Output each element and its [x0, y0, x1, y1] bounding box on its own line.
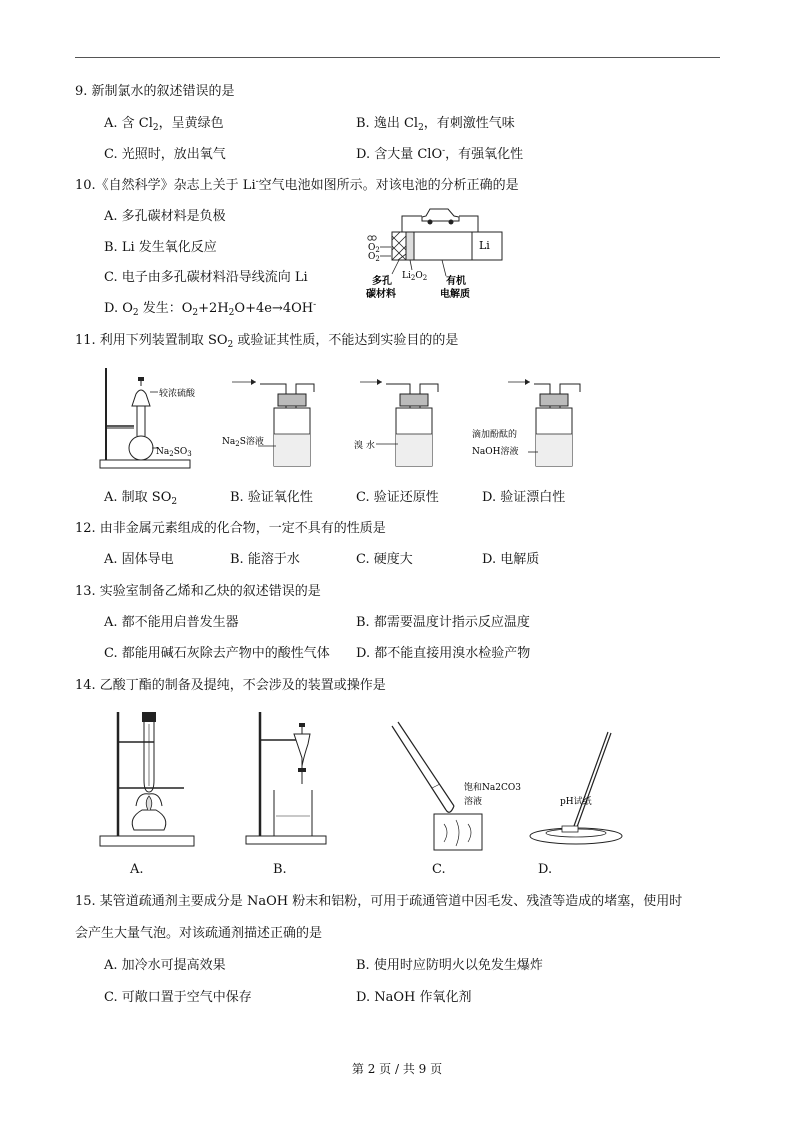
q15-option-d: D. NaOH 作氧化剂	[356, 990, 472, 1005]
test-tube-wash-apparatus	[392, 722, 521, 850]
q15-stem-line-2: 会产生大量气泡。对该疏通剂描述正确的是	[75, 926, 323, 941]
saturated-na2co3-label-1: 饱和Na2CO3	[464, 783, 521, 793]
q10-stem: 10.《自然科学》杂志上关于 Li-空气电池如图所示。对该电池的分析正确的是	[75, 177, 519, 193]
q15-option-a: A. 加冷水可提高效果	[104, 958, 226, 973]
electrolyte-label-2: 电解质	[440, 289, 470, 300]
electrolyte-label-1: 有机	[446, 276, 466, 287]
gas-washing-bottle-b	[222, 379, 314, 466]
q14-label-c: C.	[432, 862, 446, 877]
q11-option-d: D. 验证漂白性	[482, 490, 566, 505]
q15-option-b: B. 使用时应防明火以免发生爆炸	[356, 958, 543, 973]
na2so3-label: $Na_2SO_3$	[156, 447, 192, 458]
bromine-water-label: 溴 水	[354, 441, 375, 451]
car-icon	[422, 209, 459, 225]
phenolphthalein-label-1: 滴加酚酞的	[472, 430, 518, 440]
q14-apparatus-figure	[98, 706, 638, 856]
q11-option-a: A. 制取 $SO_2$	[104, 490, 178, 507]
q9-option-b: B. 逸出 $Cl_2$，有刺激性气味	[356, 116, 515, 133]
q12-option-c: C. 硬度大	[356, 552, 413, 567]
q11-option-b: B. 验证氧化性	[230, 490, 313, 505]
o2-label-2: $O_2$	[368, 252, 380, 263]
porous-carbon-label-1: 多孔	[372, 276, 392, 287]
q13-option-a: A. 都不能用启普发生器	[104, 615, 239, 630]
q10-option-a: A. 多孔碳材料是负极	[104, 209, 226, 224]
ph-test-apparatus	[530, 732, 622, 844]
na2s-solution-label: $Na_2S$溶液	[222, 437, 264, 448]
ph-paper-label: pH试纸	[560, 797, 592, 807]
q15-option-c: C. 可敞口置于空气中保存	[104, 990, 252, 1005]
q9-option-d: D. 含大量 ClO-，有强氧化性	[356, 146, 524, 162]
so2-generator-apparatus	[100, 368, 196, 468]
q14-label-b: B.	[273, 862, 287, 877]
q12-option-d: D. 电解质	[482, 552, 540, 567]
q9-stem: 9. 新制氯水的叙述错误的是	[75, 84, 235, 99]
q15-stem-line-1: 15. 某管道疏通剂主要成分是 NaOH 粉末和铝粉，可用于疏通管道中因毛发、残渣等造成的堵塞，使用时	[75, 894, 683, 909]
q11-apparatus-figure	[98, 362, 618, 474]
o2-molecules-icon	[368, 236, 376, 240]
q10-option-c: C. 电子由多孔碳材料沿导线流向 Li	[104, 270, 308, 285]
q12-stem: 12. 由非金属元素组成的化合物，一定不具有的性质是	[75, 521, 386, 536]
q13-stem: 13. 实验室制备乙烯和乙炔的叙述错误的是	[75, 584, 321, 599]
q12-option-b: B. 能溶于水	[230, 552, 300, 567]
q13-option-c: C. 都能用碱石灰除去产物中的酸性气体	[104, 646, 330, 661]
q14-label-d: D.	[538, 862, 553, 877]
separatory-funnel-apparatus	[246, 712, 326, 844]
q10-option-d: D. $O_2$ 发生：$O_2+2H_2O+4e\to 4OH^-$	[104, 300, 317, 318]
q14-label-a: A.	[130, 862, 144, 877]
q11-stem: 11. 利用下列装置制取 $SO_2$ 或验证其性质，不能达到实验目的的是	[75, 333, 459, 350]
q11-option-c: C. 验证还原性	[356, 490, 439, 505]
q10-option-b: B. Li 发生氧化反应	[104, 240, 217, 255]
li2o2-layer	[406, 232, 414, 260]
wire-left	[402, 216, 422, 232]
porous-carbon-electrode	[392, 232, 406, 260]
q13-option-d: D. 都不能直接用溴水检验产物	[356, 646, 531, 661]
reflux-apparatus	[100, 712, 194, 846]
q12-option-a: A. 固体导电	[104, 552, 174, 567]
li-air-battery-figure	[362, 196, 512, 302]
q13-option-b: B. 都需要温度计指示反应温度	[356, 615, 530, 630]
o2-label: $O_2$	[368, 243, 380, 254]
li-label: Li	[479, 239, 490, 252]
page-footer: 第 2 页 / 共 9 页	[351, 1062, 443, 1076]
header-rule	[75, 57, 720, 58]
li2o2-label: $Li_2O_2$	[402, 271, 428, 282]
porous-carbon-label-2: 碳材料	[366, 289, 396, 300]
q9-option-c: C. 光照时，放出氧气	[104, 147, 226, 162]
q9-option-a: A. 含 $Cl_2$，呈黄绿色	[104, 116, 224, 133]
q14-stem: 14. 乙酸丁酯的制备及提纯，不会涉及的装置或操作是	[75, 678, 386, 693]
gas-washing-bottle-d	[472, 379, 580, 466]
gas-washing-bottle-c	[354, 379, 438, 466]
concentrated-sulfuric-acid-label: 较浓硫酸	[159, 389, 196, 399]
phenolphthalein-label-2: NaOH溶液	[472, 447, 519, 457]
wire-right	[459, 216, 478, 232]
saturated-na2co3-label-2: 溶液	[464, 797, 483, 807]
